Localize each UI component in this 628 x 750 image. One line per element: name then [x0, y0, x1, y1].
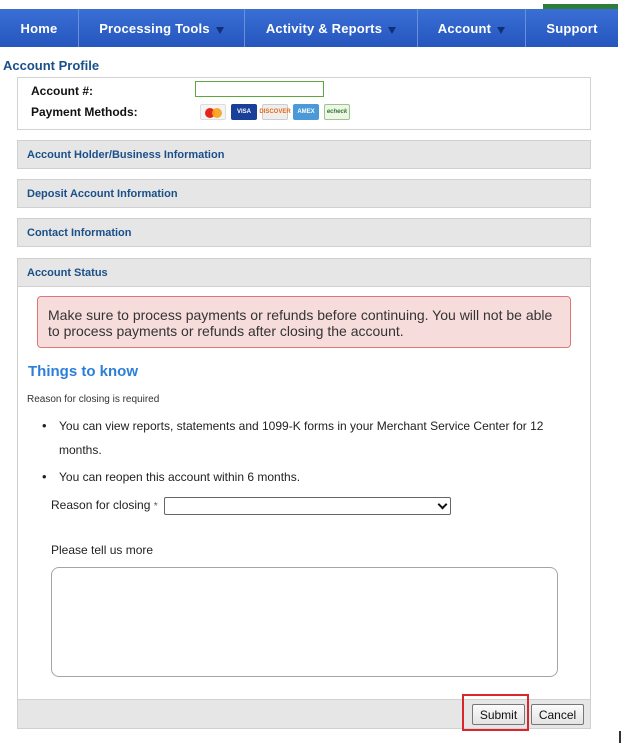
echeck-icon: echeck: [324, 104, 350, 120]
cancel-button[interactable]: Cancel: [531, 704, 584, 725]
submit-button[interactable]: Submit: [472, 704, 525, 725]
amex-icon: AMEX: [293, 104, 319, 120]
tell-us-more-textarea[interactable]: [51, 567, 558, 677]
caret-down-icon: [388, 27, 396, 34]
nav-home-label: Home: [20, 20, 58, 36]
visa-icon: VISA: [231, 104, 257, 120]
page-title: Account Profile: [3, 58, 100, 73]
warning-alert: Make sure to process payments or refunds before continuing. You will not be able to process payments or refunds after closing the account.: [37, 296, 571, 348]
section-account-status[interactable]: Account Status: [17, 258, 591, 287]
reason-for-closing-select[interactable]: [164, 497, 451, 515]
account-profile-box: [17, 77, 591, 130]
nav-activity-reports-label: Activity & Reports: [265, 20, 383, 36]
nav-processing-tools-label: Processing Tools: [99, 20, 210, 36]
nav-account-label: Account: [437, 20, 492, 36]
nav-support-label: Support: [546, 20, 598, 36]
section-account-holder[interactable]: Account Holder/Business Information: [17, 140, 591, 169]
info-list: [40, 414, 580, 489]
nav-processing-tools[interactable]: [79, 9, 245, 47]
nav-home[interactable]: [0, 9, 79, 47]
caret-down-icon: [216, 27, 224, 34]
account-number-field[interactable]: [195, 81, 324, 97]
edge-divider: [619, 731, 621, 743]
mastercard-icon: [200, 104, 226, 120]
tell-us-more-label: Please tell us more: [51, 543, 154, 557]
required-asterisk: *: [153, 501, 158, 512]
list-item: • You can view reports, statements and 1099-K forms in your Merchant Service Center for 12 months.: [40, 414, 580, 462]
reason-for-closing-label: [51, 498, 158, 512]
account-number-label: Account #:: [31, 84, 94, 98]
nav-activity-reports[interactable]: [245, 9, 418, 47]
section-contact-info[interactable]: Contact Information: [17, 218, 591, 247]
payment-methods-label: Payment Methods:: [31, 105, 138, 119]
top-nav: [0, 9, 618, 47]
chevron-down-icon: [438, 500, 448, 510]
caret-down-icon: [497, 27, 505, 34]
list-item: • You can reopen this account within 6 months.: [40, 465, 580, 489]
reason-label-text: Reason for closing: [51, 498, 151, 512]
things-to-know-title: Things to know: [28, 363, 138, 380]
section-deposit-account[interactable]: Deposit Account Information: [17, 179, 591, 208]
nav-support[interactable]: [526, 9, 618, 47]
required-note: Reason for closing is required: [27, 394, 160, 405]
discover-icon: DISCOVER: [262, 104, 288, 120]
payment-methods-icons: [200, 104, 350, 120]
nav-account[interactable]: [418, 9, 526, 47]
